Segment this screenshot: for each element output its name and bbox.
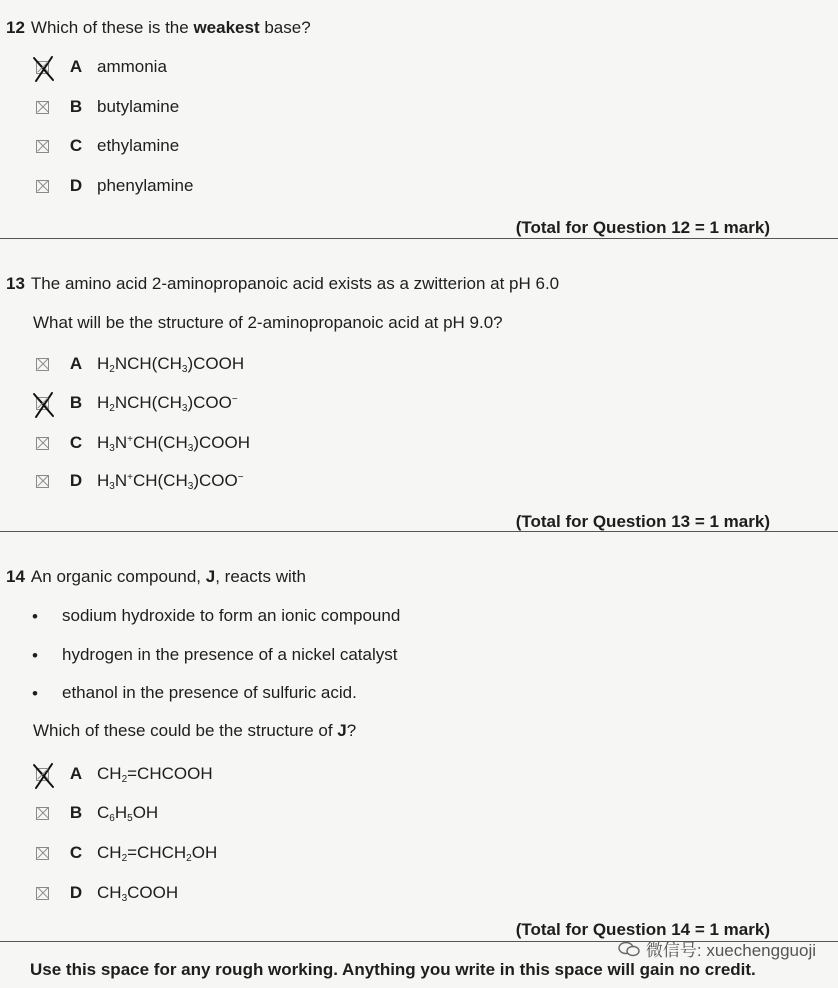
q13-sub-question: What will be the structure of 2-aminopropanoic acid at pH 9.0?: [33, 313, 503, 332]
q12-option-c[interactable]: C ethylamine: [36, 133, 179, 159]
formula-a: $H_2NCH(CH_3)COOH$: [97, 353, 245, 375]
bullet-text: hydrogen in the presence of a nickel catalyst: [62, 645, 398, 664]
cross-mark-icon: [31, 55, 57, 83]
wechat-watermark: 微信号: xuechengguoji: [618, 936, 816, 961]
formula-c: $CH_2=CHCH_2OH$: [97, 842, 218, 864]
formula-b: $H_2NCH(CH_3)COO^-$: [97, 392, 238, 414]
checkbox-a[interactable]: [36, 61, 49, 74]
checkbox-a[interactable]: [36, 358, 49, 371]
q13-option-c[interactable]: C $H_3N^+CH(CH_3)COOH$: [36, 430, 250, 456]
q12-total: (Total for Question 12 = 1 mark): [515, 218, 770, 237]
q12-option-a[interactable]: A ammonia: [36, 54, 167, 80]
formula-d: $CH_3COOH$: [97, 882, 179, 904]
q14-total: (Total for Question 14 = 1 mark): [515, 920, 770, 939]
q14-option-d[interactable]: D $CH_3COOH$: [36, 880, 178, 906]
q14-option-b[interactable]: B $C_6H_5OH$: [36, 800, 158, 826]
q13-total: (Total for Question 13 = 1 mark): [515, 512, 770, 531]
checkbox-b[interactable]: [36, 397, 49, 410]
q12-stem: 12 Which of these is the weakest base?: [6, 18, 311, 37]
q14-option-c[interactable]: C $CH_2=CHCH_2OH$: [36, 840, 217, 866]
checkbox-d[interactable]: [36, 887, 49, 900]
divider: [0, 531, 838, 532]
cross-mark-icon: [31, 391, 57, 419]
q12-option-d[interactable]: D phenylamine: [36, 173, 193, 199]
divider: [0, 238, 838, 239]
rough-working-note: Use this space for any rough working. Anything you write in this space will gain no credit.: [30, 960, 756, 979]
checkbox-b[interactable]: [36, 807, 49, 820]
bullet: •: [32, 607, 38, 626]
bullet-text: ethanol in the presence of sulfuric acid.: [62, 683, 357, 702]
q14-stem: 14 An organic compound, J, reacts with: [6, 567, 306, 586]
checkbox-b[interactable]: [36, 101, 49, 114]
checkbox-a[interactable]: [36, 768, 49, 781]
q13-option-b[interactable]: B $H_2NCH(CH_3)COO^-$: [36, 390, 238, 416]
formula-b: $C_6H_5OH$: [97, 802, 159, 824]
formula-d: $H_3N^+CH(CH_3)COO^-$: [97, 470, 244, 492]
q12-option-b[interactable]: B butylamine: [36, 94, 179, 120]
q13-option-a[interactable]: A $H_2NCH(CH_3)COOH$: [36, 351, 244, 377]
q13-option-d[interactable]: D $H_3N^+CH(CH_3)COO^-$: [36, 468, 244, 494]
formula-c: $H_3N^+CH(CH_3)COOH$: [97, 432, 250, 454]
q14-option-a[interactable]: A $CH_2=CHCOOH$: [36, 761, 213, 787]
q14-sub-question: Which of these could be the structure of J?: [33, 721, 357, 740]
cross-mark-icon: [31, 762, 57, 790]
bullet: •: [32, 646, 38, 665]
q13-stem: 13 The amino acid 2-aminopropanoic acid exists as a zwitterion at pH 6.0: [6, 274, 560, 293]
formula-a: $CH_2=CHCOOH$: [97, 763, 213, 785]
checkbox-c[interactable]: [36, 437, 49, 450]
checkbox-d[interactable]: [36, 180, 49, 193]
checkbox-c[interactable]: [36, 140, 49, 153]
checkbox-c[interactable]: [36, 847, 49, 860]
bullet: •: [32, 684, 38, 703]
bullet-text: sodium hydroxide to form an ionic compound: [62, 606, 401, 625]
wechat-icon: [618, 941, 640, 957]
checkbox-d[interactable]: [36, 475, 49, 488]
